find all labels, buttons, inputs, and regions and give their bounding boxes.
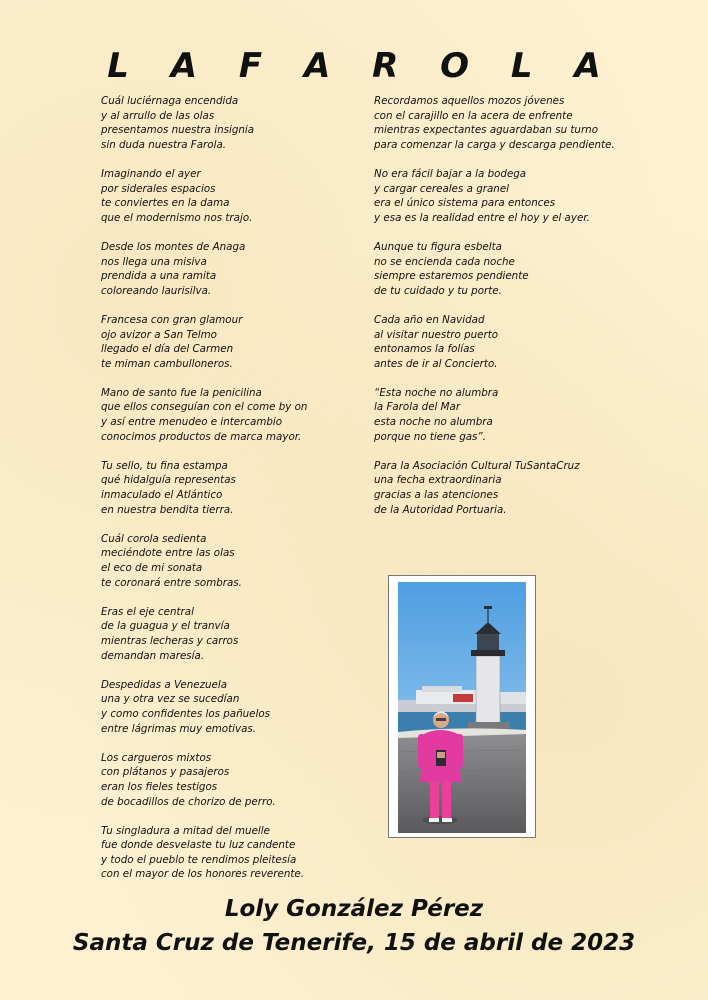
poem-line: Aunque tu figura esbelta	[374, 240, 502, 253]
poem-line: y cargar cereales a granel	[374, 182, 510, 195]
stanza	[101, 167, 356, 225]
stanza	[374, 167, 674, 225]
poem-line: inmaculado el Atlántico	[101, 489, 223, 502]
poem-line: la Farola del Mar	[374, 401, 461, 414]
poem-line: una y otra vez se sucedían	[101, 693, 240, 706]
poem-line: y al arrullo de las olas	[101, 109, 215, 122]
poem-line: Cada año en Navidad	[374, 313, 485, 326]
poem-line: sin duda nuestra Farola.	[101, 138, 227, 151]
poem-line: Recordamos aquellos mozos jóvenes	[374, 95, 565, 107]
poem-line: te coronará entre sombras.	[101, 576, 242, 589]
stanza	[101, 678, 356, 736]
poem-line: llegado el día del Carmen	[101, 343, 234, 356]
poem-line: esta noche no alumbra	[374, 416, 493, 429]
stanza	[374, 240, 674, 298]
poem-line: Tu singladura a mitad del muelle	[101, 824, 270, 837]
poem-line: en nuestra bendita tierra.	[101, 503, 234, 516]
stanza	[374, 386, 674, 444]
poem-line: una fecha extraordinaria	[374, 474, 502, 487]
poem-line: entonamos la folías	[374, 343, 475, 356]
poem-line: mientras lecheras y carros	[101, 634, 239, 647]
stanza	[101, 532, 356, 590]
poem-line: para comenzar la carga y descarga pendiente.	[374, 138, 615, 151]
photo-image	[398, 582, 526, 833]
poem-line: qué hidalguía representas	[101, 474, 236, 487]
place-and-date: Santa Cruz de Tenerife, 15 de abril de 2023	[72, 930, 636, 956]
stanza	[101, 94, 356, 152]
lighthouse-photo	[388, 575, 536, 838]
poem-line: con plátanos y pasajeros	[101, 766, 230, 779]
poem-right-column	[374, 94, 674, 532]
poem-line: Los cargueros mixtos	[101, 751, 212, 764]
poem-line: el eco de mi sonata	[101, 562, 203, 574]
poem-line: Cuál corola sedienta	[101, 532, 207, 545]
poem-line: y como confidentes los pañuelos	[101, 707, 271, 720]
poem-line: y así entre menudeo e intercambio	[101, 416, 283, 429]
stanza	[101, 751, 356, 809]
poem-line: gracias a las atenciones	[374, 489, 499, 502]
poem-line: que ellos conseguían con el come by on	[101, 401, 308, 414]
poem-line: demandan maresía.	[101, 649, 205, 662]
poem-line: de tu cuidado y tu porte.	[374, 284, 502, 297]
poem-line: no se encienda cada noche	[374, 255, 515, 268]
poem-line: Mano de santo fue la penicilina	[101, 386, 262, 399]
stanza	[374, 459, 674, 517]
stanza	[101, 824, 356, 882]
poem-line: entre lágrimas muy emotivas.	[101, 722, 257, 735]
poem-line: conocimos productos de marca mayor.	[101, 430, 302, 443]
poem-line: prendida a una ramita	[101, 270, 217, 283]
poem-line: No era fácil bajar a la bodega	[374, 167, 527, 180]
poem-line: de bocadillos de chorizo de perro.	[101, 795, 276, 808]
poem-line: y esa es la realidad entre el hoy y el ayer.	[374, 211, 590, 224]
poem-line: Eras el eje central	[101, 605, 194, 618]
stanza	[374, 313, 674, 371]
stanza	[374, 94, 674, 152]
poem-line: coloreando laurisilva.	[101, 284, 212, 297]
poem-line: era el único sistema para entonces	[374, 197, 556, 210]
poem-line: mientras expectantes aguardaban su turno	[374, 124, 599, 137]
poem-line: te conviertes en la dama	[101, 197, 230, 210]
poem-line: Despedidas a Venezuela	[101, 678, 228, 691]
poem-line: de la guagua y el tranvía	[101, 620, 230, 633]
poem-line: nos llega una misiva	[101, 255, 207, 268]
poem-line: meciéndote entre las olas	[101, 547, 235, 560]
poem-line: de la Autoridad Portuaria.	[374, 503, 507, 516]
poem-line: antes de ir al Concierto.	[374, 357, 498, 370]
poem-line: Desde los montes de Anaga	[101, 240, 246, 253]
poem-line: presentamos nuestra insignia	[101, 124, 255, 137]
poem-left-column	[101, 94, 356, 897]
stanza	[101, 313, 356, 371]
poem-line: Cuál luciérnaga encendida	[101, 95, 239, 107]
poem-line: eran los fieles testigos	[101, 780, 218, 793]
poem-line: Para la Asociación Cultural TuSantaCruz	[374, 459, 580, 472]
poem-line: fue donde desvelaste tu luz candente	[101, 839, 296, 852]
author-name: Loly González Pérez	[224, 896, 484, 922]
poem-line: Tu sello, tu fina estampa	[101, 459, 228, 472]
stanza	[101, 240, 356, 298]
stanza	[101, 459, 356, 517]
poem-line: con el carajillo en la acera de enfrente	[374, 109, 573, 122]
poem-line: ojo avizor a San Telmo	[101, 328, 217, 341]
poem-line: al visitar nuestro puerto	[374, 328, 499, 341]
poem-line: siempre estaremos pendiente	[374, 270, 529, 283]
poem-line: que el modernismo nos trajo.	[101, 211, 253, 224]
poem-line: “Esta noche no alumbra	[374, 386, 499, 399]
poem-title: L A F A R O L A	[107, 46, 616, 86]
poem-line: con el mayor de los honores reverente.	[101, 868, 305, 881]
poem-line: por siderales espacios	[101, 182, 216, 195]
stanza	[101, 386, 356, 444]
stanza	[101, 605, 356, 663]
poem-line: te miman cambulloneros.	[101, 357, 233, 370]
poem-line: porque no tiene gas”.	[374, 430, 487, 443]
poem-line: y todo el pueblo te rendimos pleitesía	[101, 853, 297, 866]
poem-line: Francesa con gran glamour	[101, 313, 243, 326]
poem-line: Imaginando el ayer	[101, 167, 201, 180]
